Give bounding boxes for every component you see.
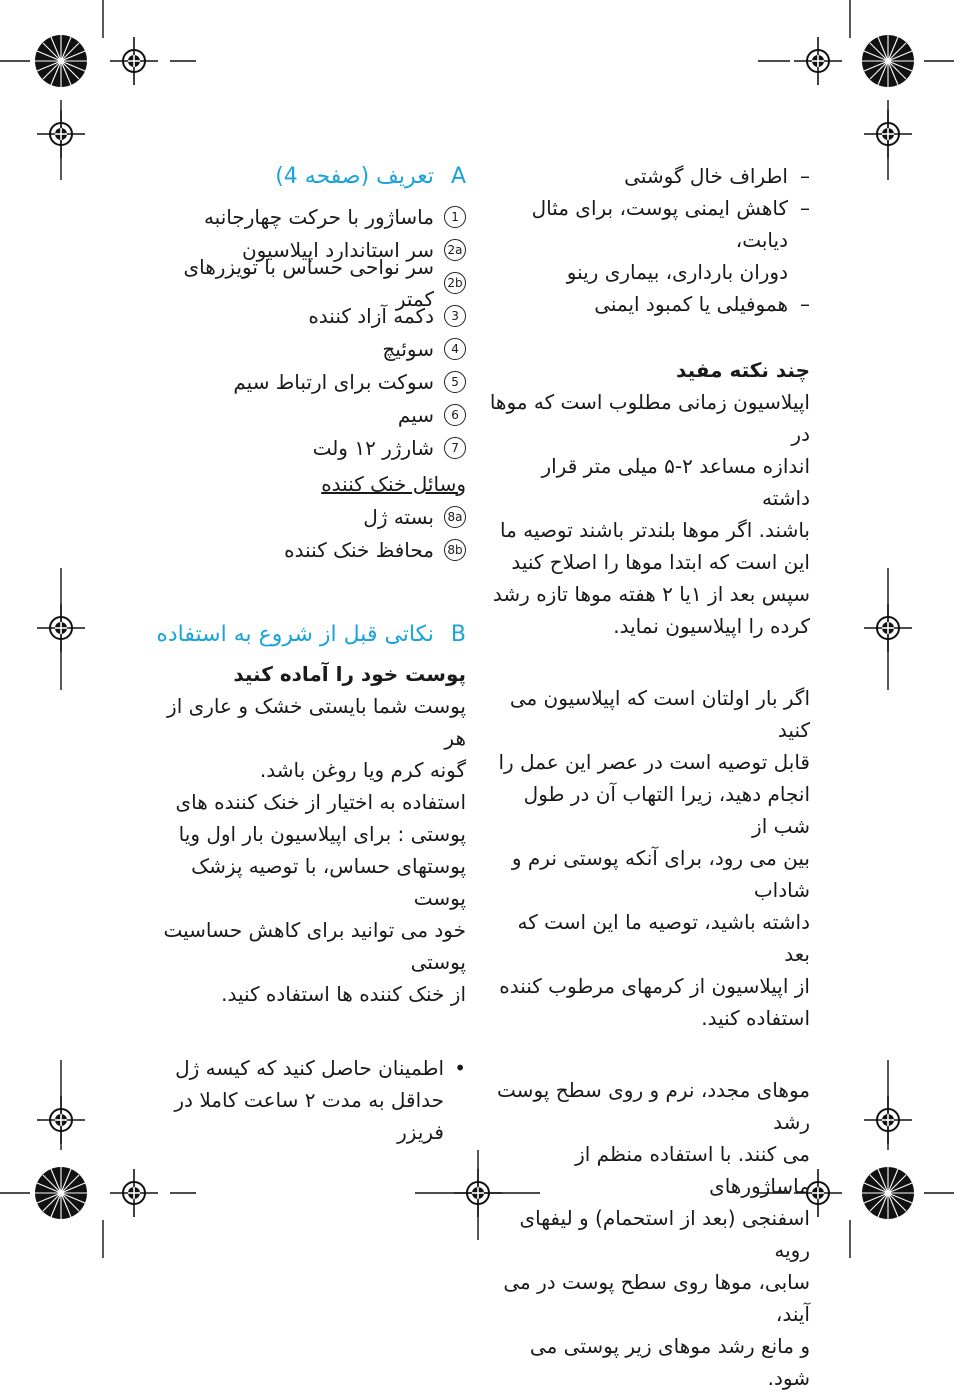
part-item	[140, 500, 466, 533]
section-b-title: نکاتی قبل از شروع به استفاده	[156, 622, 434, 647]
part-label: ماساژور با حرکت چهارجانبه	[203, 204, 434, 229]
text-line: اپیلاسیون زمانی مطلوب است که موها در	[489, 390, 810, 446]
part-number: 8b	[444, 539, 466, 561]
bullet-item	[140, 1052, 466, 1084]
text-line: اسفنجی (بعد از استحمام) و لیفهای رویه	[519, 1206, 810, 1262]
text-line: انجام دهید، زیرا التهاب آن در طول شب از	[523, 782, 810, 838]
text-line: پوست شما بایستی خشک و عاری از هر	[167, 694, 466, 750]
text-line: خود می توانید برای کاهش حساسیت پوستی	[163, 918, 466, 974]
text-line: گونه کرم ویا روغن باشد.	[259, 758, 466, 782]
dash-item	[488, 288, 810, 320]
part-number: 8a	[444, 506, 466, 528]
part-number: 6	[444, 404, 466, 426]
part-label: سر استاندارد اپیلاسیون	[241, 237, 434, 262]
dash-marker: –	[800, 164, 810, 188]
section-a-heading	[140, 160, 466, 194]
part-number: 1	[444, 206, 466, 228]
part-item	[140, 365, 466, 398]
part-item	[140, 254, 466, 311]
section-b-letter: B	[450, 622, 466, 647]
part-item	[140, 398, 466, 431]
part-label: سوکت برای ارتباط سیم	[233, 369, 434, 394]
text-line: دوران بارداری، بیماری رینو	[566, 260, 788, 284]
text-line: داشته باشید، توصیه ما این است که بعد	[517, 910, 810, 966]
part-number: 7	[444, 437, 466, 459]
text-line: حداقل به مدت ۲ ساعت کاملا در فریزر	[174, 1088, 444, 1144]
text-line: اگر بار اولتان است که اپیلاسیون می کنید	[509, 686, 810, 742]
text-line: اندازه مساعد ۲-۵ میلی متر قرار داشته	[541, 454, 810, 510]
dash-item	[488, 192, 810, 256]
section-a-letter: A	[450, 164, 466, 189]
dash-item	[488, 160, 810, 192]
text-line: کاهش ایمنی پوست، برای مثال دیابت،	[531, 196, 788, 252]
text-line: از خنک کننده ها استفاده کنید.	[221, 982, 466, 1006]
text-line: و مانع رشد موهای زیر پوستی می شود.	[529, 1334, 810, 1390]
part-label: محافظ خنک کننده	[284, 537, 434, 562]
tips-heading: چند نکته مفید	[676, 358, 810, 382]
part-label: سر نواحی حساس با تویزرهای کمتر	[183, 254, 434, 311]
text-line: از اپیلاسیون از کرمهای مرطوب کننده	[499, 974, 810, 998]
left-column	[140, 160, 466, 1148]
part-item	[140, 200, 466, 233]
part-number: 2a	[444, 239, 466, 261]
section-a-title: تعریف (صفحه 4)	[275, 164, 434, 189]
part-number: 4	[444, 338, 466, 360]
text-line: اطراف خال گوشتی	[624, 164, 788, 188]
bullet-dot: •	[454, 1056, 466, 1080]
part-number: 5	[444, 371, 466, 393]
dash-marker: –	[800, 292, 810, 316]
text-line: سپس بعد از ۱یا ۲ هفته موها تازه رشد	[492, 582, 810, 606]
cooling-heading: وسائل خنک کننده	[321, 472, 466, 496]
right-column	[488, 160, 810, 1394]
part-item	[140, 332, 466, 365]
part-label: سیم	[397, 402, 434, 427]
part-label: سوئیچ	[382, 336, 434, 361]
text-line: این است که ابتدا موها را اصلاح کنید	[511, 550, 810, 574]
text-line: کرده را اپیلاسیون نماید.	[613, 614, 810, 638]
part-item	[140, 533, 466, 566]
part-item	[140, 431, 466, 464]
text-line: بین می رود، برای آنکه پوستی نرم و شاداب	[511, 846, 810, 902]
text-line: می کنند. با استفاده منظم از ماساژورهای	[575, 1142, 810, 1198]
dash-marker: –	[800, 196, 810, 220]
text-line: موهای مجدد، نرم و روی سطح پوست رشد	[497, 1078, 810, 1134]
text-line: استفاده کنید.	[701, 1006, 810, 1030]
skin-prep-heading: پوست خود را آماده کنید	[233, 662, 466, 686]
text-line: پوستهای حساس، با توصیه پزشک پوست	[191, 854, 466, 910]
text-line: هموفیلی یا کمبود ایمنی	[594, 292, 788, 316]
part-label: دکمه آزاد کننده	[308, 303, 434, 328]
part-number: 2b	[444, 272, 466, 294]
text-line: باشند. اگر موها بلندتر باشند توصیه ما	[500, 518, 810, 542]
text-line: سابی، موها روی سطح پوست در می آیند،	[503, 1270, 810, 1326]
part-number: 3	[444, 305, 466, 327]
text-line: اطمینان حاصل کنید که کیسه ژل	[175, 1056, 444, 1080]
text-line: استفاده به اختیار از خنک کننده های	[175, 790, 466, 814]
part-label: بسته ژل	[363, 504, 434, 529]
part-label: شارژر ۱۲ ولت	[312, 435, 434, 460]
text-line: قابل توصیه است در عصر این عمل را	[498, 750, 810, 774]
text-line: پوستی : برای اپیلاسیون بار اول ویا	[178, 822, 466, 846]
section-b-heading	[140, 618, 466, 652]
